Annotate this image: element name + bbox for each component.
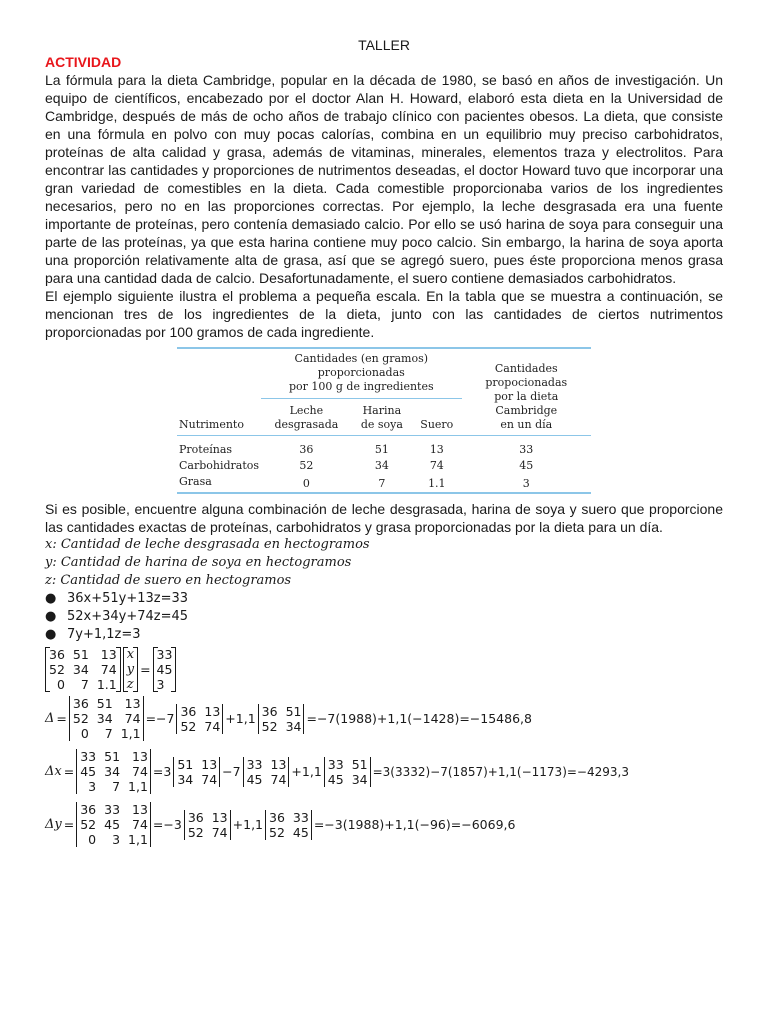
det-cell: 1,1 (120, 726, 141, 741)
det-cell: 52 (269, 824, 285, 840)
det-cell: 45 (292, 824, 309, 840)
intro-paragraph: La fórmula para la dieta Cambridge, popular en la década de 1980, se basó en años de investigación. Un equipo de científicos, encabezado por el doctor Alan H. Howard, elaboró esta dieta en la Universidad de Cambridge, después de más de ocho años de trabajo clínico con pacientes obesos. La dieta, que consiste en una fórmula en polvo con muy pocas calorías, combina en un equilibrio muy preciso carbohidratos, proteínas de alta calidad y grasa, además de vitaminas, minerales, elementos traza y electrolitos. Para encontrar las cantidades y proporciones de nutrimentos deseadas, el doctor Howard tuvo que incorporar una gran variedad de comestibles en la dieta. Cada comestible proporcionaba varios de los ingredientes necesarios, pero no en las proporciones correctas. Por ejemplo, la leche desgrasada era una fuente importante de proteínas, pero contenía demasiado calcio. Por ello se usó harina de soya para conseguir una parte de las proteínas, ya que esta harina contiene muy poco calcio. Sin embargo, la harina de soya aporta una proporción relativamente alta de grasa, así que se agregó suero, pues éste proporciona menos grasa para una cantidad dada de calcio. Desafortunadamente, el suero contiene demasiados carbohidratos. (45, 72, 723, 286)
equals-sign: = (56, 711, 67, 726)
det-cell: 36 (187, 809, 204, 825)
equation-item (45, 590, 723, 608)
bullet-icon: ● (45, 591, 57, 606)
det-cell: 51 (104, 749, 121, 764)
table-cell-total: 3 (522, 477, 530, 490)
vector-cell: 45 (156, 662, 173, 677)
det-cell: 74 (211, 824, 228, 840)
det-cell: 13 (270, 756, 287, 772)
table-total-header-1: Cantidades propocionadas (485, 362, 568, 389)
bullet-icon: ● (45, 609, 57, 624)
det-cell: 36 (72, 696, 89, 711)
det-cell: 45 (327, 771, 344, 787)
det-cell: 3 (112, 832, 121, 847)
table-cell-flour: 34 (374, 459, 389, 472)
minor-2x2 (173, 757, 220, 787)
activity-heading: ACTIVIDAD (45, 54, 122, 70)
table-whey-header: Suero (412, 399, 461, 436)
matrix-cell: 52 (49, 662, 65, 677)
det-cell: 7 (104, 726, 113, 741)
det-cell: 74 (201, 771, 218, 787)
vector-cell: 33 (156, 647, 173, 662)
det-cell: 1,1 (128, 779, 148, 794)
table-milk-header-2: desgrasada (274, 418, 339, 431)
term-coefficient: =−3 (152, 817, 182, 832)
coefficient-matrix (45, 647, 121, 692)
minor-2x2 (176, 704, 223, 734)
table-row (177, 442, 591, 458)
det-cell: 34 (96, 711, 113, 726)
delta-result: =−7(1988)+1,1(−1428)=−15486,8 (306, 711, 532, 726)
table-cell-flour: 51 (374, 443, 389, 456)
table-total-header-2: por la dieta Cambridge (494, 390, 559, 417)
matrix-cell: 0 (56, 677, 65, 692)
delta-label: Δ (45, 711, 55, 726)
det-cell: 34 (285, 718, 302, 734)
table-row (177, 474, 591, 492)
equation-item (45, 626, 723, 644)
bullet-icon: ● (45, 627, 57, 642)
vector-cell: 3 (156, 677, 165, 692)
table-group-header-1: Cantidades (en gramos) proporcionadas (294, 352, 429, 379)
det-cell: 74 (270, 771, 287, 787)
variable-x-definition: x: Cantidad de leche desgrasada en hectogramos (45, 537, 370, 552)
vector-cell: z (126, 677, 134, 692)
term-coefficient: =3 (152, 764, 172, 779)
det-cell: 51 (285, 703, 302, 719)
det-cell: 52 (80, 817, 97, 832)
delta-x-computation (45, 749, 723, 794)
det-cell: 1,1 (128, 832, 148, 847)
det-cell: 74 (124, 711, 141, 726)
table-cell-total: 45 (519, 459, 534, 472)
table-cell-nutrient: Carbohidratos (179, 459, 260, 472)
matrix-cell: 1.1 (96, 677, 117, 692)
det-cell: 34 (177, 771, 194, 787)
det-cell: 33 (246, 756, 263, 772)
table-flour-header-2: de soya (360, 418, 403, 431)
det-cell: 13 (204, 703, 221, 719)
delta-computation (45, 696, 723, 741)
matrix-cell: 36 (49, 647, 65, 662)
vector-cell: x (126, 647, 135, 662)
det-cell: 36 (261, 703, 278, 719)
det-cell: 33 (80, 749, 97, 764)
table-row (177, 458, 591, 474)
table-cell-whey: 74 (429, 459, 444, 472)
table-cell-whey: 13 (429, 443, 444, 456)
det-cell: 0 (80, 726, 89, 741)
delta-x-result: =3(3332)−7(1857)+1,1(−1173)=−4293,3 (372, 764, 629, 779)
variable-vector (123, 647, 138, 692)
table-cell-milk: 0 (302, 477, 310, 490)
det-cell: 52 (180, 718, 197, 734)
det-cell: 33 (327, 756, 344, 772)
table-total-header-3: en un día (500, 418, 553, 431)
det-cell: 3 (88, 779, 97, 794)
det-cell: 51 (351, 756, 368, 772)
table-cell-milk: 52 (299, 459, 314, 472)
minor-2x2 (265, 810, 312, 840)
question-paragraph: Si es posible, encuentre alguna combinación de leche desgrasada, harina de soya y suero que proporcione las cantidades exactas de proteínas, carbohidratos y grasa proporcionadas por la dieta para un día. (45, 501, 723, 535)
example-paragraph: El ejemplo siguiente ilustra el problema a pequeña escala. En la tabla que se muestra a continuación, se mencionan tres de los ingredientes de la dieta, junto con las cantidades de ciertos nutrimentos proporcionadas por 100 gramos de cada ingrediente. (45, 288, 723, 340)
det-cell: 13 (211, 809, 228, 825)
det-cell: 45 (80, 764, 97, 779)
matrix-cell: 51 (72, 647, 89, 662)
det-cell: 33 (292, 809, 309, 825)
term-coefficient: +1,1 (291, 764, 322, 779)
nutrient-table (177, 347, 591, 494)
det-cell: 51 (177, 756, 194, 772)
table-cell-nutrient: Grasa (179, 475, 212, 488)
equation-item (45, 608, 723, 626)
table-nutrient-header: Nutrimento (177, 399, 261, 436)
det-cell: 13 (201, 756, 218, 772)
variable-y-definition: y: Cantidad de harina de soya en hectogramos (45, 555, 352, 570)
constant-vector (153, 647, 177, 692)
equation-text: 52x+34y+74z=45 (67, 609, 189, 624)
matrix-cell: 74 (100, 662, 117, 677)
det-cell: 74 (132, 817, 148, 832)
determinant-3x3 (69, 696, 144, 741)
delta-y-computation (45, 802, 723, 847)
delta-y-label: Δy (45, 817, 62, 832)
determinant-3x3 (76, 749, 151, 794)
equals-sign: = (140, 662, 151, 677)
table-flour-header-1: Harina (362, 404, 402, 417)
term-coefficient: −7 (222, 764, 241, 779)
minor-2x2 (243, 757, 290, 787)
equals-sign: = (63, 817, 75, 832)
det-cell: 13 (124, 696, 141, 711)
equation-text: 36x+51y+13z=33 (67, 591, 189, 606)
table-milk-header-1: Leche (289, 404, 324, 417)
table-cell-flour: 7 (378, 477, 386, 490)
minor-2x2 (324, 757, 371, 787)
det-cell: 45 (246, 771, 263, 787)
minor-2x2 (184, 810, 231, 840)
det-cell: 45 (104, 817, 121, 832)
det-cell: 36 (180, 703, 197, 719)
matrix-equation (45, 647, 723, 692)
vector-cell: y (126, 662, 135, 677)
det-cell: 34 (104, 764, 121, 779)
equation-text: 7y+1,1z=3 (67, 627, 141, 642)
table-cell-whey: 1.1 (428, 477, 446, 490)
matrix-cell: 7 (80, 677, 89, 692)
det-cell: 13 (132, 802, 148, 817)
term-coefficient: +1,1 (232, 817, 263, 832)
det-cell: 7 (112, 779, 121, 794)
det-cell: 52 (261, 718, 278, 734)
document-title: TALLER (358, 37, 410, 53)
det-cell: 33 (104, 802, 121, 817)
det-cell: 51 (96, 696, 113, 711)
delta-x-label: Δx (45, 764, 62, 779)
det-cell: 36 (80, 802, 97, 817)
table-cell-total: 33 (519, 443, 534, 456)
det-cell: 52 (187, 824, 204, 840)
determinant-3x3 (76, 802, 151, 847)
det-cell: 0 (88, 832, 97, 847)
minor-2x2 (258, 704, 305, 734)
det-cell: 13 (132, 749, 148, 764)
table-group-header-2: por 100 g de ingredientes (288, 380, 434, 393)
det-cell: 74 (204, 718, 221, 734)
matrix-cell: 34 (72, 662, 89, 677)
det-cell: 52 (72, 711, 89, 726)
table-cell-milk: 36 (299, 443, 314, 456)
det-cell: 34 (351, 771, 368, 787)
matrix-cell: 13 (100, 647, 117, 662)
det-cell: 36 (269, 809, 285, 825)
equals-sign: = (63, 764, 75, 779)
det-cell: 74 (132, 764, 148, 779)
variable-z-definition: z: Cantidad de suero en hectogramos (45, 573, 292, 588)
document-page (45, 37, 723, 847)
term-coefficient: =−7 (145, 711, 175, 726)
table-cell-nutrient: Proteínas (179, 443, 233, 456)
term-coefficient: +1,1 (225, 711, 256, 726)
delta-y-result: =−3(1988)+1,1(−96)=−6069,6 (313, 817, 516, 832)
